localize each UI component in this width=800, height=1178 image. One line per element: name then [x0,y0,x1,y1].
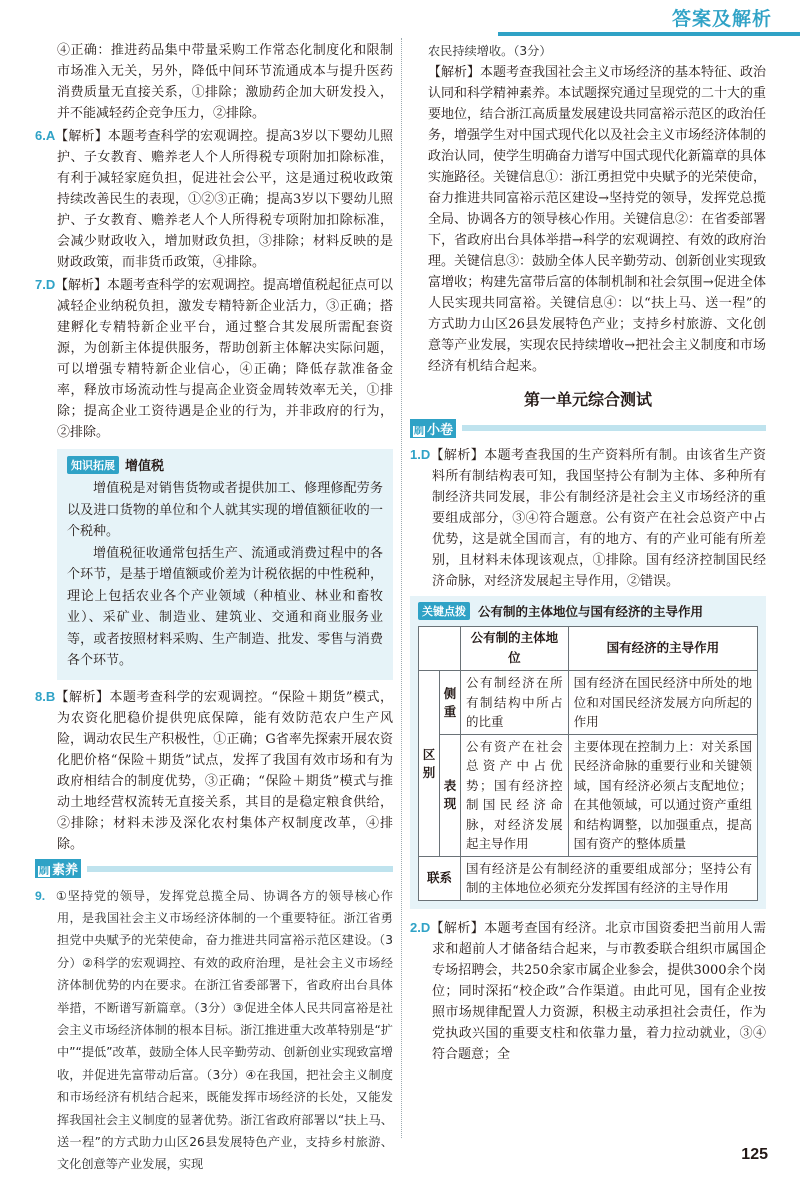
section-bar [87,866,393,872]
row-header-biaoxian: 表现 [440,734,461,856]
answer-text: 【解析】本题考查我国的生产资料所有制。由该省生产资料所有制结构表可知，我国坚持公有制为主体、多种所有制经济共同发展，非公有制经济是社会主义市场经济的重要组成部分，③④符合题意。公有资产在社会总资产中占优势，这是就全国而言，有的地方、有的产业可能有所差别，且材料未体现该观点，①排除。国有经济控制国民经济命脉，对经济发展起主导作用，②错误。 [430,448,766,590]
table-corner [419,627,461,671]
unit-title: 第一单元综合测试 [523,392,652,410]
table-header: 公有制的主体地位 [461,627,569,671]
answer-text: ①坚持党的领导，发挥党总揽全局、协调各方的领导核心作用，是我国社会主义市场经济体制的一个重要特征。浙江省勇担党中央赋予的光荣使命，奋力推进共同富裕示范区建设。（3分）②科学的宏观调控、有效的政府治理，是社会主义市场经济体制优势的内在要求。在浙江省委部署下，省政府出台具体举措，不断谱写新篇章。（3分）③促进全体人民共同富裕是社会主义市场经济体制的根本目标。浙江推进重大改革特别是“扩中”“提低”改革，鼓励全体人民辛勤劳动、创新创业实现致富增收，并促进先富带动后富。（3分）④在我国，把社会主义制度和市场经济有机结合起来，既能发挥市场经济的长处，又能发挥我国社会主义制度的显著优势。浙江省政府部署以“扶上马、送一程”的方式助力山区26县发展特色产业，支持乡村旅游、文化创意等产业发展，实现 [55,888,393,1172]
answer-q8 [35,686,393,855]
column-divider [401,38,402,1138]
section-bar [462,425,766,431]
q5-continuation: ④正确：推进药品集中带量采购工作常态化制度化和限制市场准入无关，另外，降低中间环节流通成本与提升医药消费质量无直接关系，①排除；激励药企加大研发投入，并不能减轻药企竞争压力，②排除。 [57,43,393,121]
table-cell: 公有资产在社会总资产中占优势；国有经济控制国民经济命脉，对经济发展起主导作用 [461,734,569,856]
table-cell: 国有经济是公有制经济的重要组成部分；坚持公有制的主体地位必须充分发挥国有经济的主导作用 [461,856,758,900]
knowledge-extension-box [57,449,393,680]
answer-number: 9. [35,888,46,903]
answer-text: 【解析】本题考查科学的宏观调控。“保险＋期货”模式，为农资化肥稳价提供兜底保障，能有效防范农户生产风险，调动农民生产积极性，①正确；G省率先探索开展农资化肥价格“保险＋期货”试点，发挥了我国有效市场和有为政府相结合的制度优势，③正确；“保险＋期货”模式与推动土地经营权流转无直接关系，其目的是稳定粮食供给，②排除；材料未涉及深化农村集体产权制度改革，④排除。 [55,689,393,852]
left-column [35,40,393,1176]
right-column [410,40,766,1065]
brush-icon: 刷 [39,866,49,877]
page-number: 125 [741,1146,768,1163]
table-header-row [419,627,758,671]
comparison-table [418,626,758,901]
extension-paragraph: 增值税是对销售货物或者提供加工、修理修配劳务以及进口货物的单位和个人就其实现的增值额征收的一个税种。 [67,481,383,539]
table-cell: 国有经济在国民经济中所处的地位和对国民经济发展方向所起的作用 [568,671,757,735]
header-title: 答案及解析 [671,9,772,30]
answer-q7 [35,274,393,443]
answer-number: 2.D [410,919,431,935]
section-label: 小卷 [427,421,454,437]
section-header-xiaojuan [410,418,766,438]
answer-q2 [410,917,766,1065]
q9-analysis: 【解析】本题考查我国社会主义市场经济的基本特征、政治认同和科学精神素养。本试题探究通过呈现党的二十大的重要地位，结合浙江高质量发展建设共同富裕示范区的政治任务，增强学生对中国式现代化以及社会主义市场经济体制的政治认同，使学生明确奋力谱写中国式现代化新篇章的具体实施路径。关键信息①：浙江勇担党中央赋予的光荣使命，奋力推进共同富裕示范区建设→坚持党的领导，发挥党总揽全局、协调各方的领导核心作用。关键信息②：在省委部署下，省政府出台具体举措→科学的宏观调控、有效的政府治理。关键信息③：鼓励全体人民辛勤劳动、创新创业实现致富增收；构建先富带后富的体制机制和社会氛围→促进全体人民实现共同富裕。关键信息④：以“扶上马、送一程”的方式助力山区26县发展特色产业；支持乡村旅游、文化创意等产业发展，实现农民持续增收→把社会主义制度和市场经济有机结合起来。 [428,65,767,375]
key-point-box [410,596,766,909]
row-header-lianxi: 联系 [419,856,461,900]
table-row [419,856,758,900]
answer-text: 【解析】本题考查国有经济。北京市国资委把当前用人需求和超前人才储备结合起来，与市教委联合组织市属国企专场招聘会，共250余家市属企业参会，提供3000余个岗位；同时深拓“校企政”合作渠道。由此可见，国有企业按照市场规律配置人力资源，积极主动承担社会责任，作为党执政兴国的重要支柱和依靠力量，着力拉动就业，③④符合题意；全 [430,920,766,1062]
answer-number: 8.B [35,688,56,704]
answer-number: 6.A [35,128,56,143]
header-rule [498,32,800,36]
table-cell: 公有制经济在所有制结构中所占的比重 [461,671,569,735]
row-header-qubie: 区别 [419,671,440,857]
extension-title: 增值税 [125,458,165,473]
row-header-cezhong: 侧重 [440,671,461,735]
table-row [419,671,758,735]
table-header: 国有经济的主导作用 [568,627,757,671]
key-point-title: 公有制的主体地位与国有经济的主导作用 [478,605,704,620]
q9-handwritten-continuation: 农民持续增收。（3分） [428,44,552,58]
key-point-tag: 关键点拨 [418,602,470,620]
section-label: 素养 [52,862,79,877]
brush-icon: 刷 [414,425,424,437]
extension-tag: 知识拓展 [67,456,119,474]
answer-number: 1.D [410,447,431,463]
extension-paragraph: 增值税征收通常包括生产、流通或消费过程中的各个环节，是基于增值额或价差为计税依据的中性税种，理论上包括农业各个产业领域（种植业、林业和畜牧业）、采矿业、制造业、建筑业、交通和商业服务业等，或者按照材料采购、生产制造、批发、零售与消费各个环节。 [67,545,383,668]
answer-text: 【解析】本题考查科学的宏观调控。提高增值税起征点可以减轻企业纳税负担，激发专精特新企业活力，③正确；搭建孵化专精特新企业平台，通过整合其发展所需配套资源，为创新主体提供服务，帮助创新主体解决实际问题，可以增强专精特新企业信心，④正确；降低存款准备金率，释放市场流动性与提高企业资金周转效率无关，①排除；提高企业工资待遇是企业的行为，并非政府的行为，②排除。 [55,278,394,440]
answer-q9-handwritten [35,885,393,1176]
section-header-suyang [35,859,393,879]
answer-q1 [410,444,766,592]
answer-q6 [35,125,393,273]
answer-number: 7.D [35,277,56,292]
table-row [419,734,758,856]
table-cell: 主要体现在控制力上：对关系国民经济命脉的重要行业和关键领域，国有经济必须占支配地位；在其他领域，可以通过资产重组和结构调整，以加强重点，提高国有资产的整体质量 [568,734,757,856]
answer-text: 【解析】本题考查科学的宏观调控。提高3岁以下婴幼儿照护、子女教育、赡养老人个人所得税专项附加扣除标准，有利于减轻家庭负担，促进社会公平，这是通过税收政策持续改善民生的表现，①②③正确；提高3岁以下婴幼儿照护、子女教育、赡养老人个人所得税专项附加扣除标准，会减少财政收入，增加财政负担，③排除；材料反映的是财政政策，而非货币政策，④排除。 [55,129,393,270]
